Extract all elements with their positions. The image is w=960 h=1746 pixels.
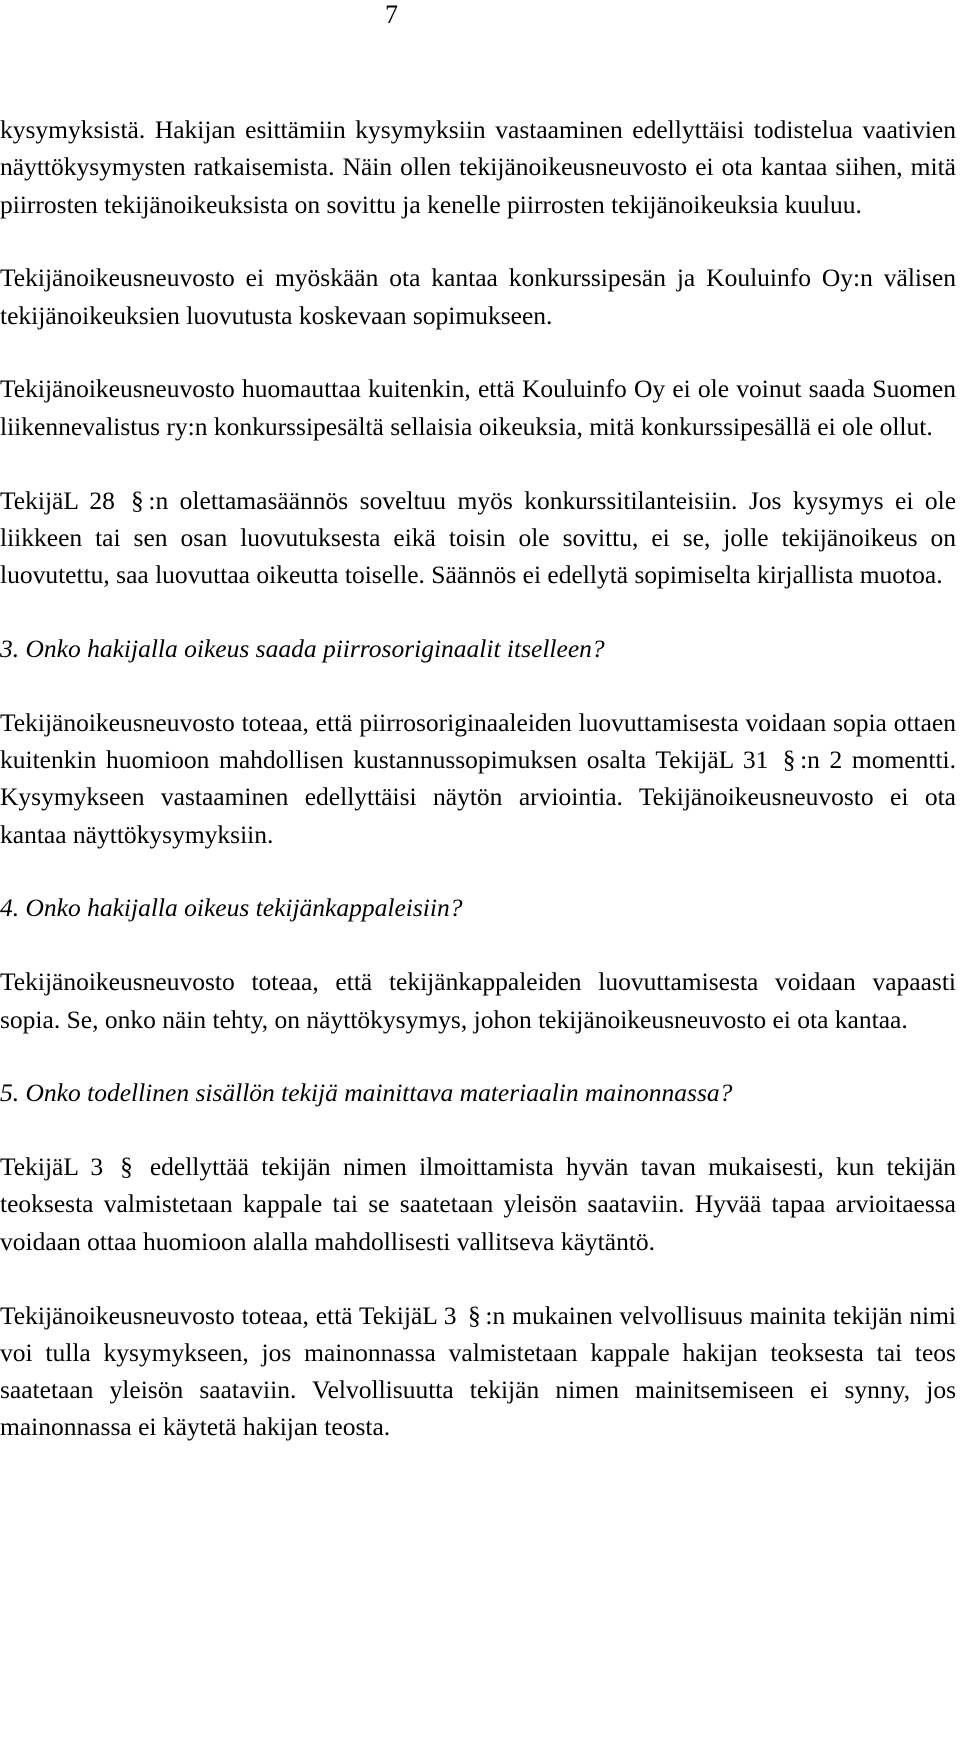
question-4-heading: 4. Onko hakijalla oikeus tekijänkappaleisiin? [0,893,463,923]
paragraph-7 [0,1148,956,1260]
question-5-heading: 5. Onko todellinen sisällön tekijä mainittava materiaalin mainonnassa? [0,1078,733,1108]
paragraph-5-lead: Tekijänoikeusneuvosto toteaa, että piirrosoriginaaleiden luovuttamisesta voidaan sopia ottaen kuitenkin huomioon mahdollisen kustannussopimuksen osalta TekijäL 31 [0,707,956,775]
section-sign: § [120,1152,133,1182]
section-sign: § [131,485,144,515]
paragraph-4-rest: :n olettamasäännös soveltuu myös konkurssitilanteisiin. Jos kysymys ei ole liikkeen tai sen osan luovutuksesta eikä toisin ole sovittu, ei se, jolle tekijänoikeus on luovutettu, saa luovuttaa oikeutta toiselle. Säännös ei edellytä sopimiselta kirjallista muotoa. [0,485,957,590]
section-sign: § [782,745,796,775]
page-number: 7 [385,0,398,29]
paragraph-6: Tekijänoikeusneuvosto toteaa, että tekijänkappaleiden luovuttamisesta voidaan vapaasti sopia. Se, onko näin tehty, on näyttökysymys, johon tekijänoikeusneuvosto ei ota kantaa. [0,967,956,1034]
paragraph-8 [0,1297,956,1446]
paragraph-5-rest: :n 2 momentti. Kysymykseen vastaaminen edellyttäisi näytön arviointia. Tekijänoikeusneuvosto ei ota kantaa näyttökysymyksiin. [0,745,957,849]
paragraph-4 [0,482,956,594]
section-sign: § [468,1300,481,1330]
paragraph-3: Tekijänoikeusneuvosto huomauttaa kuitenkin, että Kouluinfo Oy ei ole voinut saada Suomen liikennevalistus ry:n konkurssipesältä sellaisia oikeuksia, mitä konkurssipesällä ei ole ollut. [0,374,956,441]
paragraph-4-lead: TekijäL 28 [0,485,115,515]
paragraph-2: Tekijänoikeusneuvosto ei myöskään ota kantaa konkurssipesän ja Kouluinfo Oy:n välisen tekijänoikeuksien luovutusta koskevaan sopimukseen. [0,263,956,330]
paragraph-5 [0,704,956,853]
paragraph-7-lead: TekijäL 3 [0,1152,104,1182]
document-body [0,111,956,1446]
paragraph-8-rest: :n mukainen velvollisuus mainita tekijän nimi voi tulla kysymykseen, jos mainonnassa valmistetaan kappale hakijan teoksesta tai teos saatetaan yleisön saataviin. Velvollisuutta tekijän nimen mainitsemiseen ei synny, jos mainonnassa ei käytetä hakijan teosta. [0,1300,957,1442]
paragraph-1: kysymyksistä. Hakijan esittämiin kysymyksiin vastaaminen edellyttäisi todistelua vaativien näyttökysymysten ratkaisemista. Näin ollen tekijänoikeusneuvosto ei ota kantaa siihen, mitä piirrosten tekijänoikeuksista on sovittu ja kenelle piirrosten tekijänoikeuksia kuuluu. [0,115,956,219]
paragraph-7-rest: edellyttää tekijän nimen ilmoittamista hyvän tavan mukaisesti, kun tekijän teoksesta valmistetaan kappale tai se saatetaan yleisön saataviin. Hyvää tapaa arvioitaessa voidaan ottaa huomioon alalla mahdollisesti vallitseva käytäntö. [0,1152,957,1256]
question-3-heading: 3. Onko hakijalla oikeus saada piirrosoriginaalit itselleen? [0,633,605,663]
paragraph-8-lead: Tekijänoikeusneuvosto toteaa, että TekijäL 3 [0,1300,457,1330]
